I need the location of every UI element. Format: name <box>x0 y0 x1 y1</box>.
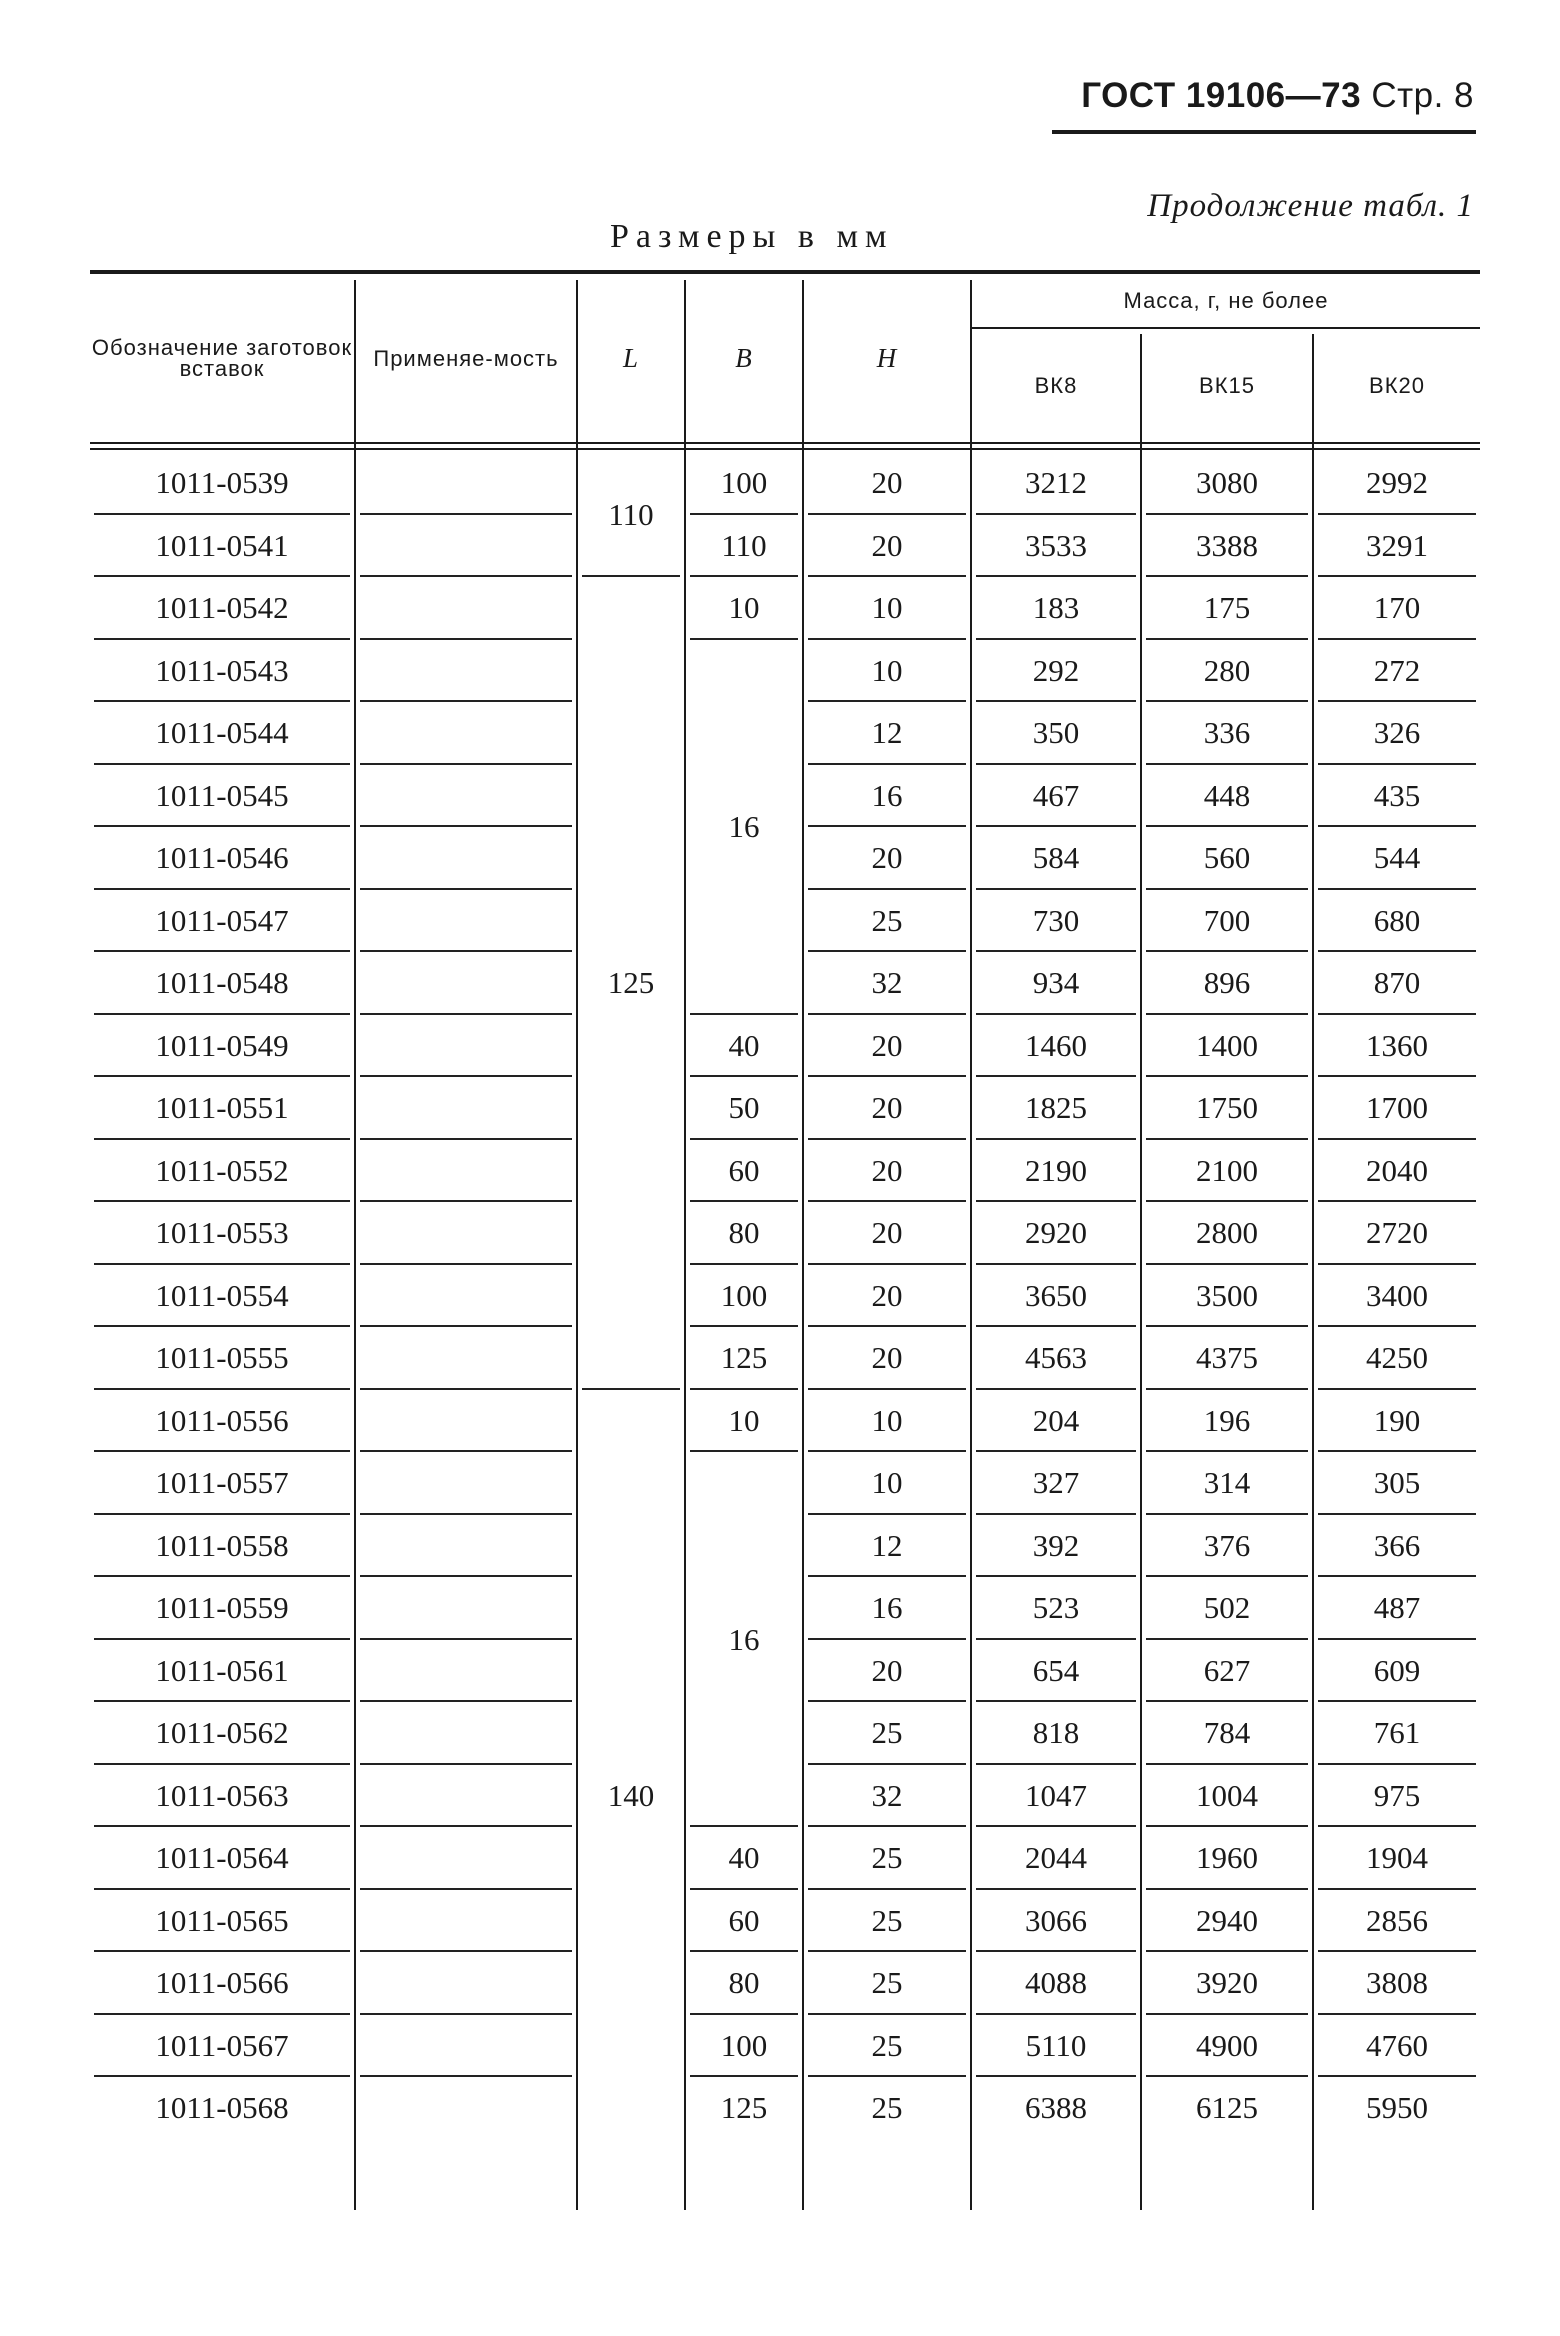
mass-vk8-cell: 1047 <box>1025 1777 1087 1813</box>
mass-vk8-cell: 4088 <box>1025 1965 1087 2000</box>
mass-vk15-cell: 376 <box>1203 1527 1251 1563</box>
mass-vk20-cell: 609 <box>1373 1652 1421 1688</box>
mass-vk20-cell: 435 <box>1373 777 1421 813</box>
designation-cell: 1011-0541 <box>155 527 289 563</box>
mass-vk15-cell: 3500 <box>1196 1277 1258 1313</box>
row-rule <box>360 1888 572 1890</box>
b-group-cell: 80 <box>728 1965 760 2001</box>
h-cell: 20 <box>871 465 903 500</box>
h-cell: 20 <box>871 1027 903 1063</box>
b-group-cell: 125 <box>720 2090 768 2126</box>
designation-cell: 1011-0549 <box>155 1027 289 1063</box>
mass-vk8-cell: 3066 <box>1025 1902 1087 1938</box>
mass-vk20-cell: 870 <box>1373 965 1421 1000</box>
mass-vk15-cell: 627 <box>1203 1652 1251 1688</box>
mass-vk8-cell: 1460 <box>1025 1027 1087 1063</box>
row-rule <box>360 575 572 577</box>
mass-vk20-cell: 1904 <box>1366 1840 1428 1875</box>
mass-vk15-cell: 3920 <box>1196 1965 1258 2000</box>
mass-vk8-cell: 3212 <box>1025 465 1087 500</box>
b-group-cell: 100 <box>720 465 768 501</box>
row-rule <box>360 1825 572 1827</box>
mass-vk8-cell: 818 <box>1032 1715 1080 1750</box>
mass-vk15-cell: 700 <box>1203 902 1251 938</box>
row-rule <box>360 1638 572 1640</box>
mass-vk20-cell: 680 <box>1373 902 1421 938</box>
mass-vk15-cell: 896 <box>1203 965 1251 1000</box>
mass-vk20-cell: 2720 <box>1366 1215 1428 1250</box>
mass-vk15-cell: 784 <box>1203 1715 1251 1750</box>
mass-vk8-cell: 467 <box>1032 777 1080 813</box>
h-cell: 25 <box>871 1840 903 1875</box>
h-cell: 20 <box>871 1090 903 1125</box>
b-group-cell: 10 <box>728 1402 760 1438</box>
mass-vk15-cell: 1960 <box>1196 1840 1258 1875</box>
mass-vk20-cell: 487 <box>1373 1590 1421 1625</box>
table-continuation: Продолжение табл. 1 <box>1147 188 1474 224</box>
mass-vk8-cell: 2044 <box>1025 1840 1087 1875</box>
mass-vk20-cell: 761 <box>1373 1715 1421 1750</box>
header-rule <box>1052 130 1476 134</box>
mass-vk8-cell: 292 <box>1032 652 1080 688</box>
designation-cell: 1011-0563 <box>155 1777 289 1813</box>
mass-vk15-cell: 175 <box>1203 590 1251 625</box>
h-cell: 20 <box>871 527 903 563</box>
mass-vk8-cell: 6388 <box>1025 2090 1087 2125</box>
designation-cell: 1011-0543 <box>155 652 289 688</box>
row-rule <box>360 1763 572 1765</box>
mass-vk8-cell: 654 <box>1032 1652 1080 1688</box>
b-group-cell: 100 <box>720 2027 768 2063</box>
mass-vk15-cell: 3388 <box>1196 527 1258 563</box>
l-group-cell: 110 <box>608 496 654 532</box>
h-cell: 10 <box>871 1402 903 1438</box>
units-caption: Размеры в мм <box>610 218 894 255</box>
mass-vk15-cell: 336 <box>1203 715 1251 750</box>
mass-vk8-cell: 350 <box>1032 715 1080 750</box>
b-group-cell: 40 <box>728 1840 760 1876</box>
mass-vk8-cell: 3533 <box>1025 527 1087 563</box>
mass-vk15-cell: 4375 <box>1196 1340 1258 1375</box>
h-cell: 25 <box>871 902 903 938</box>
mass-vk20-cell: 2040 <box>1366 1152 1428 1188</box>
b-group-cell: 16 <box>728 1621 760 1657</box>
mass-vk15-cell: 196 <box>1203 1402 1251 1438</box>
row-rule <box>360 513 572 515</box>
mass-vk8-cell: 183 <box>1032 590 1080 625</box>
b-group-cell: 100 <box>720 1277 768 1313</box>
designation-cell: 1011-0564 <box>155 1840 289 1875</box>
mass-vk20-cell: 3400 <box>1366 1277 1428 1313</box>
mass-vk20-cell: 170 <box>1373 590 1421 625</box>
mass-vk15-cell: 2100 <box>1196 1152 1258 1188</box>
h-cell: 16 <box>871 777 903 813</box>
designation-cell: 1011-0559 <box>155 1590 289 1625</box>
mass-vk20-cell: 544 <box>1373 840 1421 875</box>
mass-vk20-cell: 1360 <box>1366 1027 1428 1063</box>
h-cell: 20 <box>871 1277 903 1313</box>
row-rule <box>360 1325 572 1327</box>
mass-vk8-cell: 327 <box>1032 1465 1080 1500</box>
designation-cell: 1011-0542 <box>155 590 289 625</box>
mass-vk20-cell: 5950 <box>1366 2090 1428 2125</box>
b-group-cell: 40 <box>728 1027 760 1063</box>
designation-cell: 1011-0555 <box>155 1340 289 1375</box>
col-header-h: H <box>876 342 898 373</box>
mass-vk20-cell: 3291 <box>1366 527 1428 563</box>
mass-vk20-cell: 305 <box>1373 1465 1421 1500</box>
header-bottom-rule-double <box>90 448 1480 450</box>
standard-number: ГОСТ 19106—73 <box>1081 76 1362 115</box>
designation-cell: 1011-0546 <box>155 840 289 875</box>
row-rule <box>360 1200 572 1202</box>
page-header <box>1081 76 1474 116</box>
row-rule <box>360 700 572 702</box>
b-group-cell: 110 <box>721 527 767 563</box>
b-group-cell: 16 <box>728 809 760 844</box>
designation-cell: 1011-0547 <box>155 902 289 938</box>
mass-vk20-cell: 2992 <box>1366 465 1428 500</box>
row-rule <box>360 1388 572 1390</box>
mass-vk20-cell: 1700 <box>1366 1090 1428 1125</box>
designation-cell: 1011-0544 <box>155 715 289 750</box>
col-header-vk20: ВК20 <box>1369 373 1425 398</box>
h-cell: 25 <box>871 1715 903 1750</box>
col-header-vk8: ВК8 <box>1034 373 1078 398</box>
h-cell: 16 <box>871 1590 903 1625</box>
designation-cell: 1011-0565 <box>155 1902 289 1938</box>
h-cell: 10 <box>871 590 903 625</box>
row-rule <box>360 888 572 890</box>
mass-vk20-cell: 326 <box>1373 715 1421 750</box>
mass-table <box>90 270 1480 2210</box>
h-cell: 32 <box>871 965 903 1000</box>
designation-cell: 1011-0539 <box>155 465 289 500</box>
mass-vk8-cell: 5110 <box>1025 2027 1087 2063</box>
row-rule <box>360 2075 572 2077</box>
h-cell: 25 <box>871 2027 903 2063</box>
row-rule <box>360 950 572 952</box>
col-header-mass: Масса, г, не более <box>1123 288 1329 313</box>
mass-vk15-cell: 1750 <box>1196 1090 1258 1125</box>
col-header-applicability: Применяе-мость <box>373 345 559 371</box>
l-group-cell: 140 <box>607 1777 655 1813</box>
row-rule <box>360 1075 572 1077</box>
col-header-vk15: ВК15 <box>1199 373 1255 398</box>
h-cell: 25 <box>871 2090 903 2125</box>
mass-vk8-cell: 1825 <box>1025 1090 1087 1125</box>
mass-vk15-cell: 314 <box>1203 1465 1251 1500</box>
mass-vk15-cell: 280 <box>1203 652 1251 688</box>
mass-vk20-cell: 4760 <box>1366 2027 1428 2063</box>
mass-vk20-cell: 272 <box>1373 652 1421 688</box>
row-rule <box>360 1263 572 1265</box>
row-rule <box>360 763 572 765</box>
b-group-cell: 60 <box>728 1902 760 1938</box>
designation-cell: 1011-0556 <box>155 1402 289 1438</box>
row-rule <box>360 1138 572 1140</box>
mass-vk8-cell: 204 <box>1032 1402 1080 1438</box>
designation-cell: 1011-0553 <box>155 1215 289 1250</box>
mass-vk15-cell: 4900 <box>1196 2027 1258 2063</box>
page-number: Стр. 8 <box>1371 76 1474 115</box>
h-cell: 20 <box>871 1215 903 1250</box>
row-rule <box>360 1700 572 1702</box>
h-cell: 32 <box>871 1777 903 1813</box>
h-cell: 20 <box>871 1152 903 1188</box>
mass-vk15-cell: 1004 <box>1196 1777 1258 1813</box>
designation-cell: 1011-0566 <box>155 1965 289 2000</box>
mass-vk8-cell: 523 <box>1032 1590 1080 1625</box>
mass-vk15-cell: 1400 <box>1196 1027 1258 1063</box>
designation-cell: 1011-0554 <box>155 1277 289 1313</box>
header-bottom-rule <box>90 442 1480 444</box>
mass-vk8-cell: 4563 <box>1025 1340 1087 1375</box>
mass-vk15-cell: 2940 <box>1196 1902 1258 1938</box>
h-cell: 25 <box>871 1902 903 1938</box>
mass-vk20-cell: 3808 <box>1366 1965 1428 2000</box>
designation-cell: 1011-0551 <box>155 1090 289 1125</box>
col-header-l: L <box>622 342 640 373</box>
col-divider <box>354 280 356 2210</box>
h-cell: 20 <box>871 840 903 875</box>
row-rule <box>360 825 572 827</box>
mass-vk15-cell: 2800 <box>1196 1215 1258 1250</box>
designation-cell: 1011-0561 <box>155 1652 289 1688</box>
row-rule <box>360 1575 572 1577</box>
b-group-cell: 50 <box>728 1090 760 1126</box>
row-rule <box>360 1950 572 1952</box>
mass-vk8-cell: 2190 <box>1025 1152 1087 1188</box>
mass-vk20-cell: 190 <box>1373 1402 1421 1438</box>
row-rule <box>360 1450 572 1452</box>
h-cell: 25 <box>871 1965 903 2000</box>
h-cell: 12 <box>871 715 903 750</box>
mass-vk8-cell: 3650 <box>1025 1277 1087 1313</box>
mass-vk15-cell: 3080 <box>1196 465 1258 500</box>
mass-vk8-cell: 392 <box>1032 1527 1080 1563</box>
h-cell: 10 <box>871 652 903 688</box>
col-header-designation: Обозначение заготовок вставок <box>91 335 353 381</box>
mass-vk20-cell: 975 <box>1373 1777 1421 1813</box>
row-rule <box>360 638 572 640</box>
designation-cell: 1011-0548 <box>155 965 289 1000</box>
mass-vk8-cell: 730 <box>1032 902 1080 938</box>
mass-vk8-cell: 584 <box>1032 840 1080 875</box>
h-cell: 12 <box>871 1527 903 1563</box>
b-group-cell: 125 <box>720 1340 768 1376</box>
mass-vk8-cell: 934 <box>1032 965 1080 1000</box>
b-group-cell: 10 <box>728 590 760 626</box>
l-group-cell: 125 <box>607 965 655 1001</box>
mass-vk15-cell: 448 <box>1203 777 1251 813</box>
designation-cell: 1011-0552 <box>155 1152 289 1188</box>
row-rule <box>360 1513 572 1515</box>
mass-vk20-cell: 4250 <box>1366 1340 1428 1375</box>
designation-cell: 1011-0557 <box>155 1465 289 1500</box>
h-cell: 20 <box>871 1652 903 1688</box>
mass-vk8-cell: 2920 <box>1025 1215 1087 1250</box>
designation-cell: 1011-0545 <box>155 777 289 813</box>
row-rule <box>360 1013 572 1015</box>
designation-cell: 1011-0558 <box>155 1527 289 1563</box>
designation-cell: 1011-0567 <box>155 2027 289 2063</box>
mass-vk15-cell: 560 <box>1203 840 1251 875</box>
b-group-cell: 60 <box>728 1152 760 1188</box>
row-rule <box>360 2013 572 2015</box>
mass-vk15-cell: 502 <box>1203 1590 1251 1625</box>
h-cell: 10 <box>871 1465 903 1500</box>
designation-cell: 1011-0562 <box>155 1715 289 1750</box>
mass-vk20-cell: 366 <box>1373 1527 1421 1563</box>
mass-vk15-cell: 6125 <box>1196 2090 1258 2125</box>
mass-vk20-cell: 2856 <box>1366 1902 1428 1938</box>
h-cell: 20 <box>871 1340 903 1375</box>
b-group-cell: 80 <box>728 1215 760 1251</box>
designation-cell: 1011-0568 <box>155 2090 289 2125</box>
col-header-b: B <box>735 342 753 373</box>
